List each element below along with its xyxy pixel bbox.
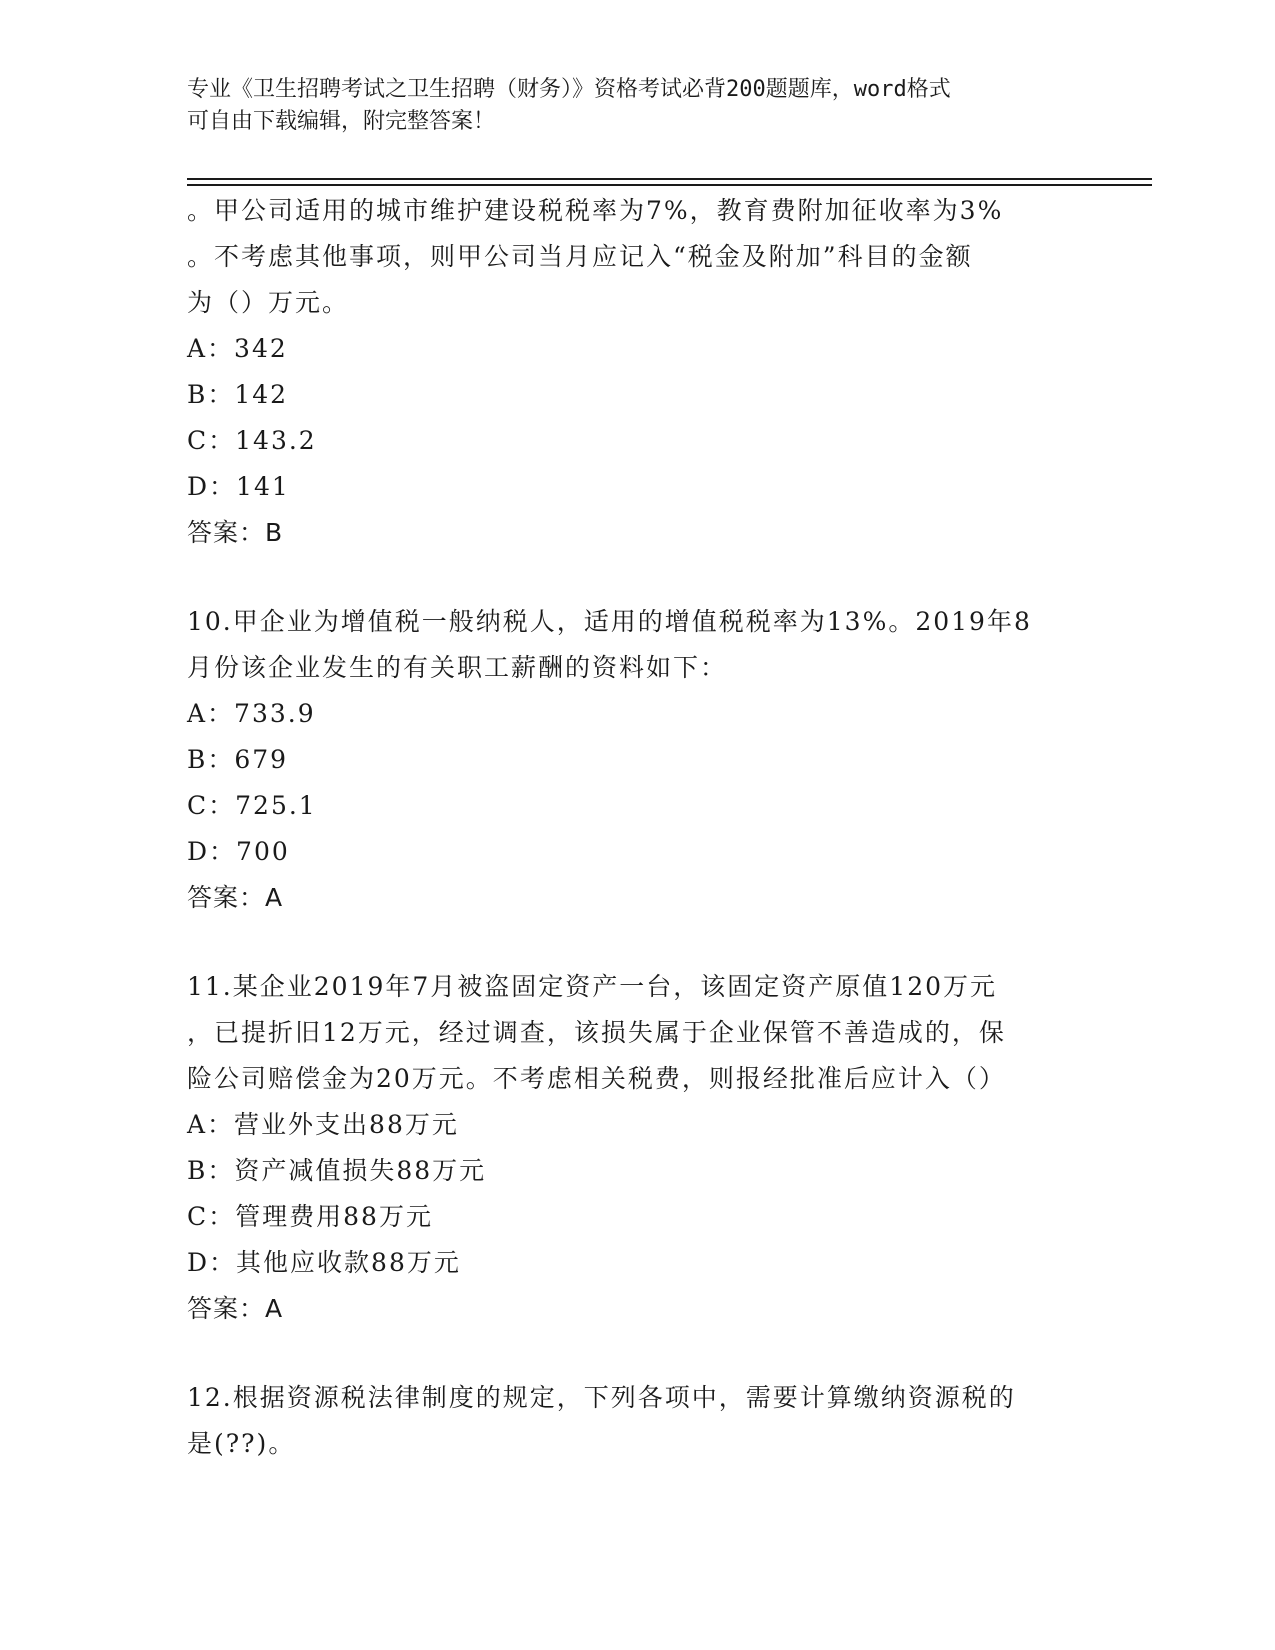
question-text-line: 险公司赔偿金为20万元。不考虑相关税费，则报经批准后应计入（） [187,1064,1006,1093]
question-text-line: 。不考虑其他事项，则甲公司当月应记入“税金及附加”科目的金额 [187,242,973,271]
header-title-line-2: 可自由下载编辑，附完整答案！ [187,109,496,134]
question-text-line: 11.某企业2019年7月被盗固定资产一台，该固定资产原值120万元 [187,972,998,1001]
option-b: B：679 [187,745,289,774]
option-d: D：其他应收款88万元 [187,1248,461,1277]
question-text-line: 。甲公司适用的城市维护建设税税率为7%，教育费附加征收率为3% [187,196,1004,225]
question-text-line: 月份该企业发生的有关职工薪酬的资料如下： [187,653,728,682]
option-a: A：733.9 [187,699,316,728]
option-c: C：管理费用88万元 [187,1202,433,1231]
question-text-line: 10.甲企业为增值税一般纳税人，适用的增值税税率为13%。2019年8 [187,607,1032,636]
question-list [187,188,1087,1467]
question-text-line: 为（）万元。 [187,288,350,317]
option-c: C：725.1 [187,791,317,820]
question-9-continued [187,188,1087,556]
option-d: D：700 [187,837,290,866]
option-a: A：营业外支出88万元 [187,1110,459,1139]
question-11 [187,964,1087,1332]
question-text-line: ，已提折旧12万元，经过调查，该损失属于企业保管不善造成的，保 [187,1018,1006,1047]
option-d: D：141 [187,472,290,501]
answer-label: 答案：B [187,518,284,547]
question-12 [187,1375,1087,1467]
header-title-line-1: 专业《卫生招聘考试之卫生招聘（财务）》资格考试必背200题题库，word格式 [187,77,951,102]
option-a: A：342 [187,334,288,363]
question-text-line: 是(??)。 [187,1429,296,1458]
answer-label: 答案：A [187,1294,284,1323]
header-divider-top [187,178,1152,180]
option-c: C：143.2 [187,426,317,455]
header-divider-bottom [187,184,1152,186]
question-text-line: 12.根据资源税法律制度的规定，下列各项中，需要计算缴纳资源税的 [187,1383,1016,1412]
document-header [187,74,1087,138]
option-b: B：142 [187,380,289,409]
option-b: B：资产减值损失88万元 [187,1156,487,1185]
question-10 [187,599,1087,921]
answer-label: 答案：A [187,883,284,912]
